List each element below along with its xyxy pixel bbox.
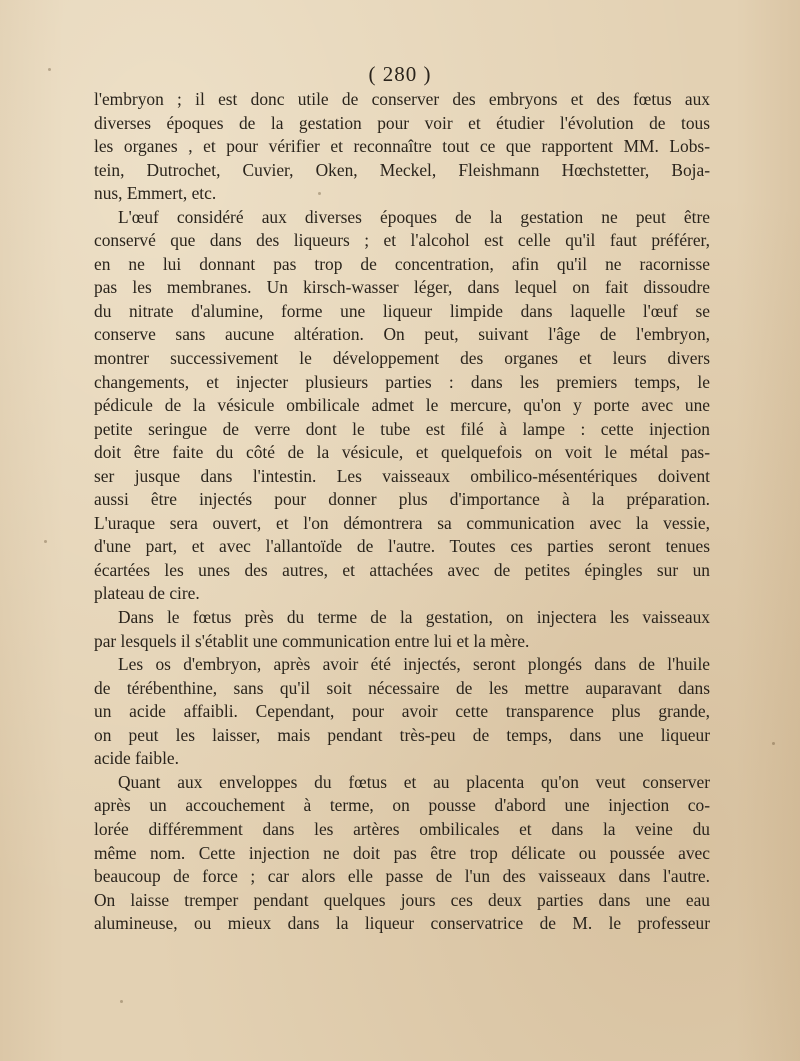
text-line: conservé que dans des liqueurs ; et l'alcohol est celle qu'il faut préférer, xyxy=(94,230,710,251)
text-line: on peut les laisser, mais pendant très-peu de temps, dans une liqueur xyxy=(94,724,710,745)
text-line: écartées les unes des autres, et attachées avec de petites épingles sur un xyxy=(94,559,710,580)
text-line: après un accouchement à terme, on pousse d'abord une injection co- xyxy=(94,795,710,816)
text-line: un acide affaibli. Cependant, pour avoir cette transparence plus grande, xyxy=(94,701,710,722)
text-line: beaucoup de force ; car alors elle passe de l'un des vaisseaux dans l'autre. xyxy=(94,866,710,887)
text-line: l'embryon ; il est donc utile de conserver des embryons et des fœtus aux xyxy=(94,89,710,109)
text-line: les organes , et pour vérifier et reconnaître tout ce que rapportent MM. Lobs- xyxy=(94,136,710,157)
text-line: conserve sans aucune altération. On peut, suivant l'âge de l'embryon, xyxy=(94,324,710,345)
text-line: acide faible. xyxy=(94,748,179,769)
text-line: même nom. Cette injection ne doit pas être trop délicate ou poussée avec xyxy=(94,842,710,863)
text-line: On laisse tremper pendant quelques jours ces deux parties dans une eau xyxy=(94,889,710,910)
text-line: changements, et injecter plusieurs parties : dans les premiers temps, le xyxy=(94,371,710,392)
paper-speck xyxy=(772,742,775,745)
page-number: ( 280 ) xyxy=(368,62,432,86)
text-line: ser jusque dans l'intestin. Les vaisseaux ombilico-mésentériques doivent xyxy=(94,465,710,486)
paper-speck xyxy=(44,540,47,543)
body-text xyxy=(94,88,710,936)
paragraph-start-line: L'œuf considéré aux diverses époques de la gestation ne peut être xyxy=(118,206,710,227)
paper-speck xyxy=(318,192,321,195)
text-line: diverses époques de la gestation pour voir et étudier l'évolution de tous xyxy=(94,112,710,133)
text-line: tein, Dutrochet, Cuvier, Oken, Meckel, Fleishmann Hœchstetter, Boja- xyxy=(94,159,710,180)
paper-speck xyxy=(120,1000,123,1003)
text-line: lorée différemment dans les artères ombilicales et dans la veine du xyxy=(94,818,710,839)
text-line: plateau de cire. xyxy=(94,583,200,604)
text-line: pédicule de la vésicule ombilicale admet le mercure, qu'on y porte avec une xyxy=(94,395,710,416)
text-line: pas les membranes. Un kirsch-wasser léger, dans lequel on fait dissoudre xyxy=(94,277,710,298)
text-line: alumineuse, ou mieux dans la liqueur conservatrice de M. le professeur xyxy=(94,913,710,934)
text-line: montrer successivement le développement des organes et leurs divers xyxy=(94,348,710,369)
text-line: doit être faite du côté de la vésicule, et quelquefois on voit le métal pas- xyxy=(94,442,710,463)
text-line: L'uraque sera ouvert, et l'on démontrera sa communication avec la vessie, xyxy=(94,512,710,533)
text-line: en ne lui donnant pas trop de concentration, afin qu'il ne racornisse xyxy=(94,253,710,274)
paragraph-start-line: Les os d'embryon, après avoir été injectés, seront plongés dans de l'huile xyxy=(118,654,710,675)
text-line: du nitrate d'alumine, forme une liqueur limpide dans laquelle l'œuf se xyxy=(94,300,710,321)
paragraph-start-line: Dans le fœtus près du terme de la gestation, on injectera les vaisseaux xyxy=(118,607,710,628)
text-line: nus, Emmert, etc. xyxy=(94,183,217,204)
paper-speck xyxy=(48,68,51,71)
text-line: par lesquels il s'établit une communication entre lui et la mère. xyxy=(94,630,530,651)
text-line: petite seringue de verre dont le tube est filé à lampe : cette injection xyxy=(94,418,710,439)
text-line: aussi être injectés pour donner plus d'importance à la préparation. xyxy=(94,489,710,510)
text-line: d'une part, et avec l'allantoïde de l'autre. Toutes ces parties seront tenues xyxy=(94,536,710,557)
paragraph-start-line: Quant aux enveloppes du fœtus et au placenta qu'on veut conserver xyxy=(118,771,710,792)
text-line: de térébenthine, sans qu'il soit nécessaire de les mettre auparavant dans xyxy=(94,677,710,698)
